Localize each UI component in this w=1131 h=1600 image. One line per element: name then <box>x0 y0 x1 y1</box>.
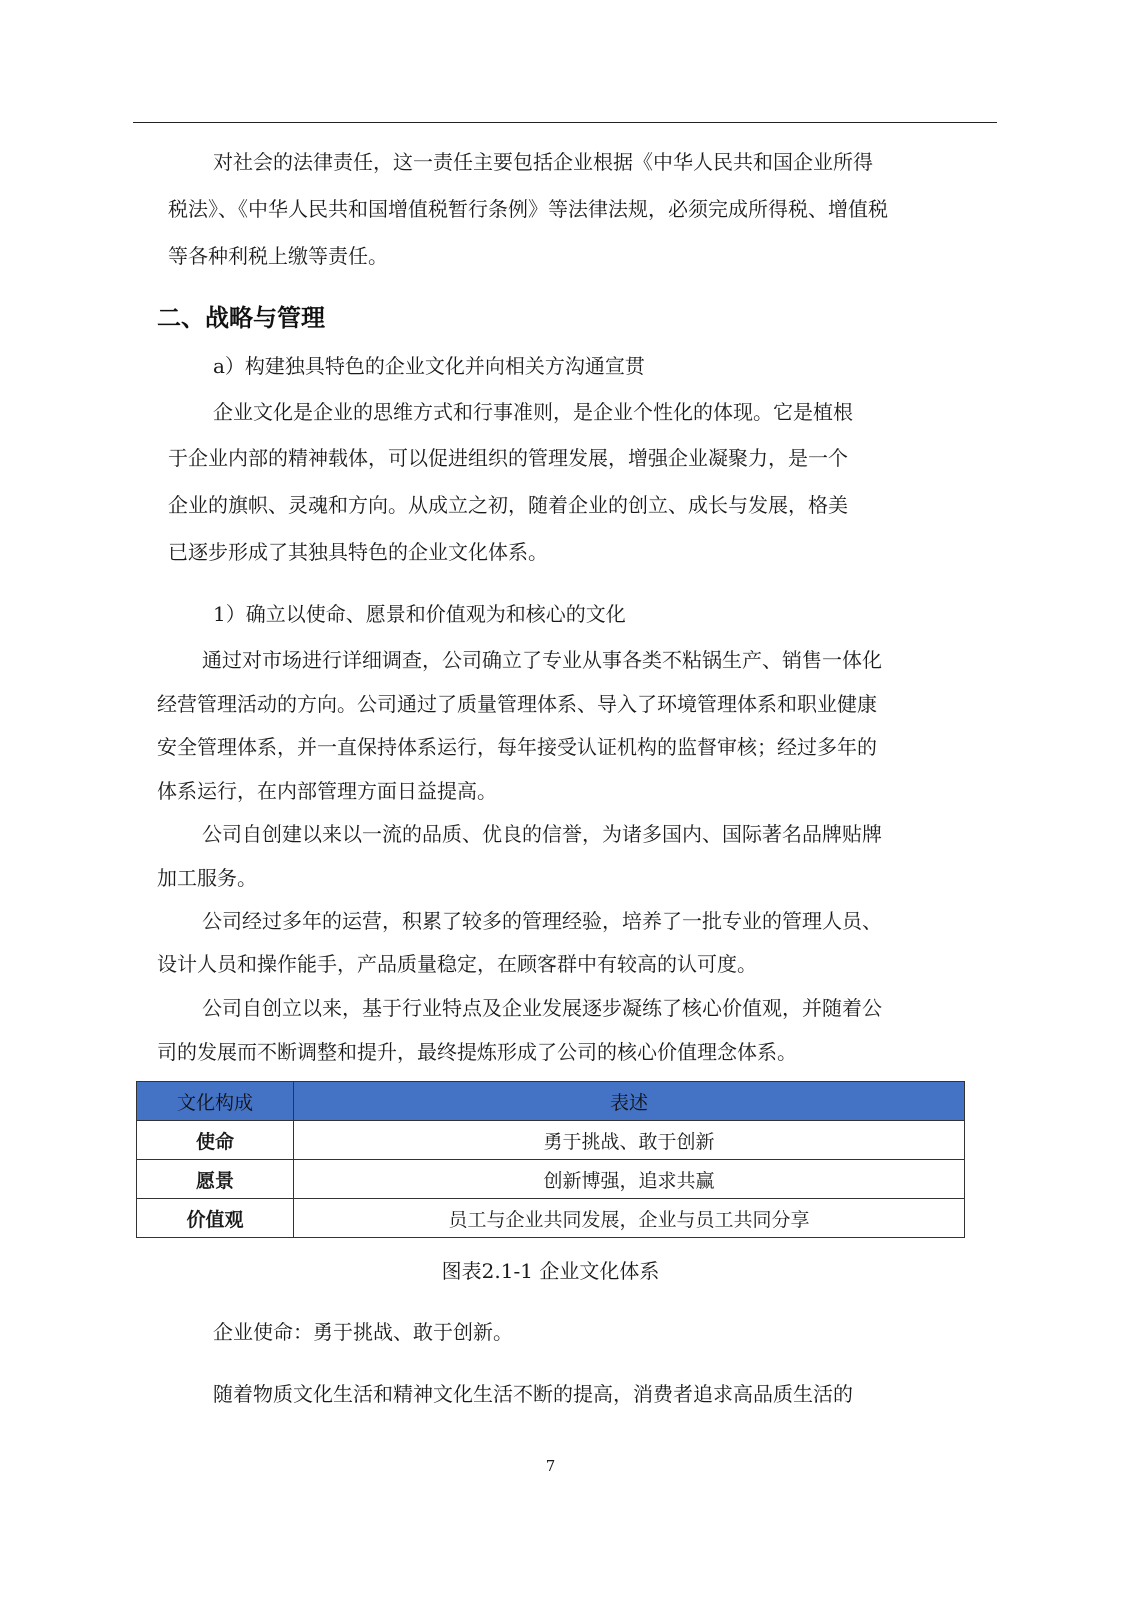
market-paragraph-line-3: 安全管理体系，并一直保持体系运行，每年接受认证机构的监督审核；经过多年的 <box>157 735 877 759</box>
table-row <box>137 1121 965 1160</box>
culture-intro-line-2: 于企业内部的精神载体，可以促进组织的管理发展，增强企业凝聚力，是一个 <box>168 446 848 470</box>
market-paragraph-line-2: 经营管理活动的方向。公司通过了质量管理体系、导入了环境管理体系和职业健康 <box>157 692 877 716</box>
table-cell-key: 使命 <box>137 1121 294 1160</box>
culture-intro-line-3: 企业的旗帜、灵魂和方向。从成立之初，随着企业的创立、成长与发展，格美 <box>168 493 848 517</box>
subheading-1: 1）确立以使命、愿景和价值观为和核心的文化 <box>213 602 626 626</box>
header-rule <box>133 122 997 123</box>
culture-intro-line-1: 企业文化是企业的思维方式和行事准则，是企业个性化的体现。它是植根 <box>213 400 853 424</box>
table-cell-key: 愿景 <box>137 1160 294 1199</box>
table-cell-value: 员工与企业共同发展，企业与员工共同分享 <box>294 1199 965 1238</box>
table-row <box>137 1160 965 1199</box>
table-cell-key: 价值观 <box>137 1199 294 1238</box>
oem-paragraph-line-2: 加工服务。 <box>157 866 257 890</box>
oem-paragraph-line-1: 公司自创建以来以一流的品质、优良的信誉，为诸多国内、国际著名品牌贴牌 <box>202 822 882 846</box>
legal-paragraph-line-2: 税法》、《中华人民共和国增值税暂行条例》等法律法规，必须完成所得税、增值税 <box>168 197 888 221</box>
table-header-description: 表述 <box>294 1082 965 1121</box>
table-header-composition: 文化构成 <box>137 1082 294 1121</box>
legal-paragraph-line-1: 对社会的法律责任，这一责任主要包括企业根据《中华人民共和国企业所得 <box>213 150 873 174</box>
table-header-row <box>137 1082 965 1121</box>
subheading-a: a）构建独具特色的企业文化并向相关方沟通宣贯 <box>213 354 645 378</box>
mission-line: 企业使命：勇于挑战、敢于创新。 <box>213 1320 513 1344</box>
culture-intro-line-4: 已逐步形成了其独具特色的企业文化体系。 <box>168 540 548 564</box>
legal-paragraph-line-3: 等各种利税上缴等责任。 <box>168 244 388 268</box>
market-paragraph-line-4: 体系运行，在内部管理方面日益提高。 <box>157 779 497 803</box>
values-paragraph-line-1: 公司自创立以来，基于行业特点及企业发展逐步凝练了核心价值观，并随着公 <box>202 996 882 1020</box>
page-number: 7 <box>545 1457 556 1475</box>
table-cell-value: 创新博强，追求共赢 <box>294 1160 965 1199</box>
market-paragraph-line-1: 通过对市场进行详细调查，公司确立了专业从事各类不粘锅生产、销售一体化 <box>202 648 882 672</box>
experience-paragraph-line-1: 公司经过多年的运营，积累了较多的管理经验，培养了一批专业的管理人员、 <box>202 909 882 933</box>
section-heading: 二、战略与管理 <box>157 304 325 332</box>
table-caption: 图表2.1-1 企业文化体系 <box>441 1259 660 1283</box>
table-row <box>137 1199 965 1238</box>
culture-table <box>136 1081 965 1238</box>
closing-line: 随着物质文化生活和精神文化生活不断的提高，消费者追求高品质生活的 <box>213 1382 853 1406</box>
table-cell-value: 勇于挑战、敢于创新 <box>294 1121 965 1160</box>
experience-paragraph-line-2: 设计人员和操作能手，产品质量稳定，在顾客群中有较高的认可度。 <box>157 952 757 976</box>
values-paragraph-line-2: 司的发展而不断调整和提升，最终提炼形成了公司的核心价值理念体系。 <box>157 1040 797 1064</box>
